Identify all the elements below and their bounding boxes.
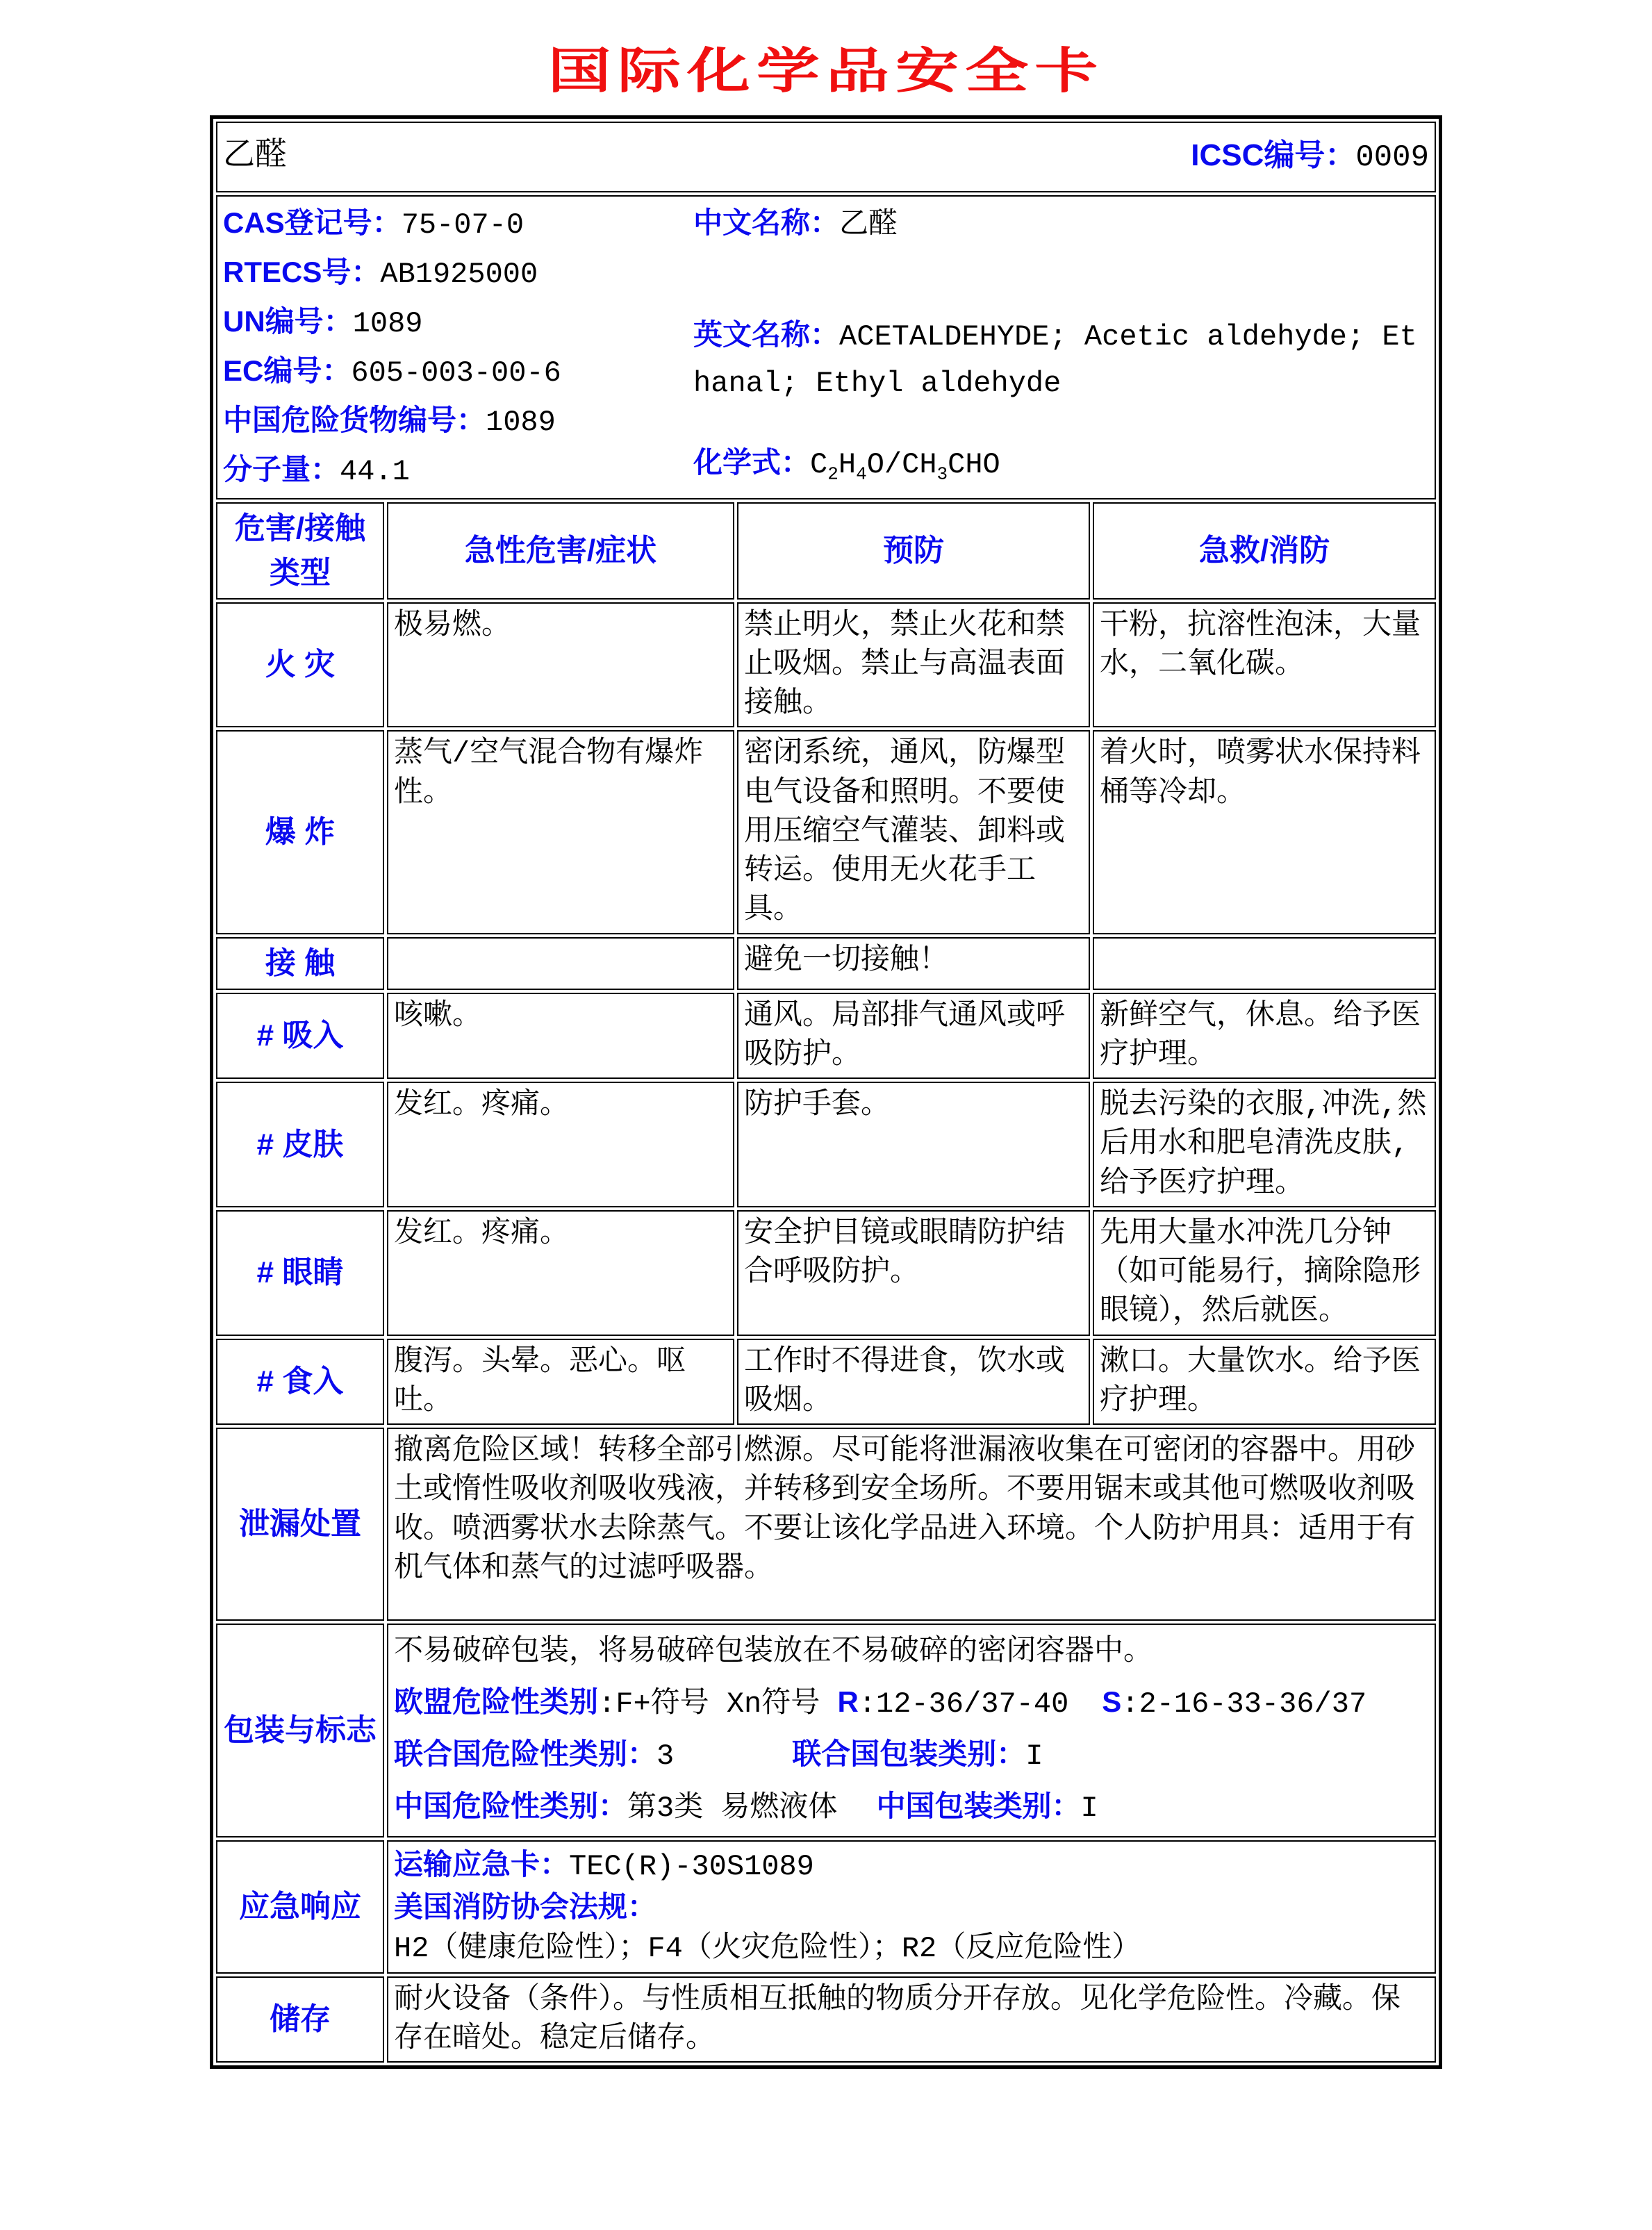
icsc-card-table (210, 115, 1442, 2069)
eyes-prevention-cell: 安全护目镜或眼睛防护结合呼吸防护。 (737, 1210, 1090, 1336)
ingestion-aid-cell: 漱口。大量饮水。给予医疗护理。 (1093, 1339, 1436, 1426)
rtecs-number-label: RTECS号： (223, 256, 381, 288)
nfpa-value: H2（健康危险性）；F4（火灾危险性）；R2（反应危险性） (394, 1932, 1141, 1966)
packaging-line-un (394, 1729, 1429, 1781)
chemical-name-cell (216, 122, 1436, 192)
ingestion-prevention-cell: 工作时不得进食，饮水或吸烟。 (737, 1339, 1090, 1426)
inhalation-aid-cell: 新鲜空气，休息。给予医疗护理。 (1093, 993, 1436, 1080)
row-spill-disposal (216, 1428, 1436, 1621)
molecular-weight-label: 分子量： (223, 453, 340, 486)
exposure-symptoms-cell (387, 937, 734, 990)
tec-line (394, 1844, 1429, 1887)
fire-prevention-cell: 禁止明火，禁止火花和禁止吸烟。禁止与高温表面接触。 (737, 602, 1090, 728)
r-phrases-label: R (837, 1685, 859, 1719)
china-dg-number-value: 1089 (486, 406, 556, 439)
rtecs-number-line (223, 249, 693, 298)
exposure-aid-cell (1093, 937, 1436, 990)
ec-number-label: EC编号： (223, 354, 352, 387)
explosion-prevention-cell: 密闭系统，通风，防爆型电气设备和照明。不要使用压缩空气灌装、卸料或转运。使用无火花手工具。 (737, 730, 1090, 934)
row-skin (216, 1082, 1436, 1207)
cn-class-value: 第3类 易燃液体 (627, 1792, 838, 1826)
inhalation-type-cell: # 吸入 (216, 993, 384, 1080)
identification-wrap (223, 199, 1429, 495)
nfpa-label: 美国消防协会法规： (394, 1890, 657, 1924)
tec-label: 运输应急卡： (394, 1848, 570, 1881)
fire-symptoms-cell: 极易燃。 (387, 602, 734, 728)
molecular-weight-line (223, 446, 693, 495)
chemical-name-flex (223, 135, 1429, 179)
packaging-line-cn (394, 1781, 1429, 1833)
s-phrases-label: S (1102, 1685, 1122, 1719)
english-name-label: 英文名称： (693, 318, 840, 351)
spill-text-cell: 撤离危险区域！转移全部引燃源。尽可能将泄漏液收集在可密闭的容器中。用砂土或惰性吸收剂吸收残液，并转移到安全场所。不要用锯末或其他可燃吸收剂吸收。喷洒雾状水去除蒸气。不要让该化学品进入环境。个人防护用具：适用于有机气体和蒸气的过滤呼吸器。 (387, 1428, 1436, 1621)
fire-aid-cell: 干粉，抗溶性泡沫，大量水，二氧化碳。 (1093, 602, 1436, 728)
ec-number-line (223, 347, 693, 397)
un-pack-value: I (1025, 1740, 1043, 1774)
eyes-aid-cell: 先用大量水冲洗几分钟（如可能易行，摘除隐形眼镜），然后就医。 (1093, 1210, 1436, 1336)
eu-class-colon: : (598, 1687, 616, 1721)
row-emergency-response (216, 1840, 1436, 1973)
ingestion-type-cell: # 食入 (216, 1339, 384, 1426)
eu-class-label: 欧盟危险性类别 (394, 1685, 599, 1719)
cas-number-label: CAS登记号： (223, 206, 402, 239)
un-number-value: 1089 (352, 307, 423, 340)
un-number-line (223, 298, 693, 347)
ingestion-symptoms-cell: 腹泻。头晕。恶心。呕吐。 (387, 1339, 734, 1426)
row-ingestion (216, 1339, 1436, 1426)
un-class-value: 3 (656, 1740, 675, 1774)
column-header-first-aid: 急救/消防 (1093, 502, 1436, 600)
s-phrases-value: :2-16-33-36/37 (1121, 1687, 1367, 1721)
explosion-symptoms-cell: 蒸气/空气混合物有爆炸性。 (387, 730, 734, 934)
row-packaging-labelling (216, 1624, 1436, 1837)
row-fire (216, 602, 1436, 728)
chinese-name-line (693, 199, 1429, 249)
column-header-symptoms: 急性危害/症状 (387, 502, 734, 600)
names-block (693, 199, 1429, 495)
exposure-prevention-cell: 避免一切接触！ (737, 937, 1090, 990)
cn-class-label: 中国危险性类别： (394, 1790, 628, 1823)
column-header-hazard-type: 危害/接触类型 (216, 502, 384, 600)
row-explosion (216, 730, 1436, 934)
emergency-label-cell: 应急响应 (216, 1840, 384, 1973)
spill-label-cell: 泄漏处置 (216, 1428, 384, 1621)
cn-pack-label: 中国包装类别： (876, 1790, 1081, 1823)
eyes-type-cell: # 眼睛 (216, 1210, 384, 1336)
formula-label: 化学式： (693, 446, 811, 479)
identification-row (216, 195, 1436, 499)
skin-aid-cell: 脱去污染的衣服,冲洗,然后用水和肥皂清洗皮肤,给予医疗护理。 (1093, 1082, 1436, 1207)
r-phrases-value: :12-36/37-40 (858, 1687, 1069, 1721)
cas-number-value: 75-07-0 (401, 208, 524, 242)
rtecs-number-value: AB1925000 (380, 258, 538, 291)
skin-symptoms-cell: 发红。疼痛。 (387, 1082, 734, 1207)
row-inhalation (216, 993, 1436, 1080)
english-name-line (693, 311, 1429, 407)
nfpa-line (394, 1887, 1429, 1969)
icsc-number (1191, 135, 1429, 179)
hazard-table-header-row (216, 502, 1436, 600)
english-name-value: ACETALDEHYDE; Acetic aldehyde; Ethanal; Ethyl aldehyde (693, 320, 1417, 400)
inhalation-symptoms-cell: 咳嗽。 (387, 993, 734, 1080)
explosion-type-cell: 爆 炸 (216, 730, 384, 934)
skin-type-cell: # 皮肤 (216, 1082, 384, 1207)
explosion-aid-cell: 着火时，喷雾状水保持料桶等冷却。 (1093, 730, 1436, 934)
cas-number-line (223, 199, 693, 249)
packaging-label-cell: 包装与标志 (216, 1624, 384, 1837)
exposure-type-cell: 接 触 (216, 937, 384, 990)
ec-number-value: 605-003-00-6 (351, 356, 561, 390)
china-dg-number-line (223, 397, 693, 446)
identification-cell (216, 195, 1436, 499)
cn-pack-value: I (1080, 1792, 1098, 1826)
chemical-name-cn: 乙醛 (223, 138, 287, 175)
eyes-symptoms-cell: 发红。疼痛。 (387, 1210, 734, 1336)
formula-value: $C_2H_4O/CH_3CHO$ (810, 448, 1000, 485)
packaging-line-eu (394, 1677, 1429, 1729)
un-pack-label: 联合国包装类别： (792, 1737, 1026, 1771)
column-header-prevention: 预防 (737, 502, 1090, 600)
icsc-number-value: 0009 (1355, 140, 1429, 176)
formula-line (693, 439, 1429, 488)
inhalation-prevention-cell: 通风。局部排气通风或呼吸防护。 (737, 993, 1090, 1080)
storage-text-cell: 耐火设备（条件）。与性质相互抵触的物质分开存放。见化学危险性。冷藏。保存在暗处。稳定后储存。 (387, 1976, 1436, 2063)
chinese-name-value: 乙醛 (839, 208, 898, 242)
molecular-weight-value: 44.1 (340, 455, 410, 488)
un-number-label: UN编号： (223, 305, 353, 338)
row-storage (216, 1976, 1436, 2063)
emergency-text-cell (387, 1840, 1436, 1973)
packaging-text-cell (387, 1624, 1436, 1837)
row-exposure (216, 937, 1436, 990)
chemical-name-row (216, 122, 1436, 192)
registry-numbers-block (223, 199, 693, 495)
chinese-name-label: 中文名称： (693, 206, 840, 239)
fire-type-cell: 火 灾 (216, 602, 384, 728)
packaging-line-1: 不易破碎包装，将易破碎包装放在不易破碎的密闭容器中。 (394, 1635, 1153, 1669)
icsc-number-label: ICSC编号： (1191, 138, 1356, 173)
tec-value: TEC(R)-30S1089 (569, 1850, 814, 1884)
storage-label-cell: 储存 (216, 1976, 384, 2063)
title-bar (0, 0, 1652, 115)
un-class-label: 联合国危险性类别： (394, 1737, 657, 1771)
row-eyes (216, 1210, 1436, 1336)
skin-prevention-cell: 防护手套。 (737, 1082, 1090, 1207)
page-title: 国际化学品安全卡 (547, 44, 1105, 98)
eu-class-value: F+符号 Xn符号 (616, 1687, 820, 1721)
china-dg-number-label: 中国危险货物编号： (223, 404, 486, 436)
